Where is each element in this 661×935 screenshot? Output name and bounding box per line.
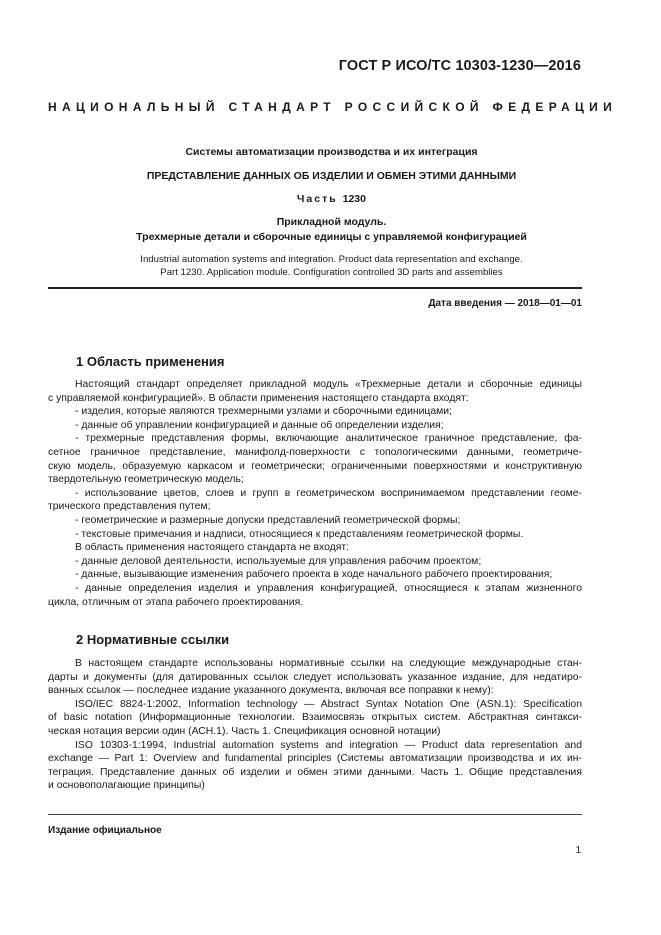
text-line: В настоящем стандарте использованы нормативные ссылки на следующие международные стан- [75,658,582,669]
text-line: твердотельную геометрическую модель; [48,474,244,486]
section-1-heading: 1 Область применения [76,354,225,369]
text-line: сетное граничное представление, манифолд-поверхности с топологическими данными, геометриче- [48,446,582,458]
main-title: ПРЕДСТАВЛЕНИЕ ДАННЫХ ОБ ИЗДЕЛИИ И ОБМЕН ЭТИМИ ДАННЫМИ [146,170,517,182]
text-line: трического представления путем; [48,501,211,513]
text-line: - геометрические и размерные допуски представлений геометрической формы; [75,514,461,526]
english-title-line-2: Part 1230. Application module. Configuration controlled 3D parts and assemblies [160,267,503,278]
part-line [48,193,615,205]
text-line: ISO/IEC 8824-1:2002, Information technology — Abstract Syntax Notation One (ASN.1): Specification [75,698,582,710]
text-line: - данные определения изделия и управления конфигурацией, относящиеся к этапам жизненного [75,582,582,594]
text-line: скую модель, образуемую каркасом и геометрически; ограниченными поверхностями и конструктивную [48,460,582,472]
title-divider [48,287,582,289]
english-title-line-1: Industrial automation systems and integration. Product data representation and exchange. [140,254,523,265]
part-label: Часть [297,193,338,205]
national-standard-heading: НАЦИОНАЛЬНЫЙ СТАНДАРТ РОССИЙСКОЙ ФЕДЕРАЦИИ [48,100,618,114]
text-line: - использование цветов, слоев и групп в геометрическом воспринимаемом представлении геоме- [75,487,582,499]
text-line: - данные об управлении конфигурацией и данные об определении изделия; [75,419,444,431]
text-line: теграция. Представление данных об изделии и обмен этими данными. Часть 1. Общие представления [48,766,582,778]
page-number: 1 [575,845,581,856]
section-2-heading: 2 Нормативные ссылки [76,632,230,647]
text-line: - изделия, которые являются трехмерными узлами и сборочными единицами; [75,406,452,418]
introduction-date: Дата введения — 2018—01—01 [428,298,582,309]
document-code: ГОСТ Р ИСО/ТС 10303-1230—2016 [338,58,581,74]
subtitle-line-1: Прикладной модуль. [276,216,387,228]
section-2-body [48,657,582,793]
text-line: В область применения настоящего стандарта не входят: [75,542,350,554]
series-title: Системы автоматизации производства и их интеграция [185,146,478,158]
text-line: exchange — Part 1: Overview and fundamental principles (Системы автоматизации производства и их ин- [48,753,582,765]
text-line: - данные, вызывающие изменения рабочего проекта в ходе начального рабочего проектирования; [75,569,553,581]
subtitle-line-2: Трехмерные детали и сборочные единицы с управляемой конфигурацией [136,231,527,243]
text-line: - текстовые примечания и надписи, относящиеся к представлениям геометрической формы. [75,528,524,540]
official-edition-label: Издание официальное [48,825,162,836]
text-line: Настоящий стандарт определяет прикладной модуль «Трехмерные детали и сборочные единицы [75,379,582,390]
text-line: ISO 10303-1:1994, Industrial automation systems and integration — Product data representation and [75,739,582,751]
footer-divider [48,814,582,815]
text-line: - трехмерные представления формы, включающие аналитическое граничное представление, фа- [75,433,582,445]
text-line: цикла, отличным от этапа рабочего проектирования. [48,596,304,608]
text-line: с управляемой конфигурацией». В области применения настоящего стандарта входят: [48,392,469,404]
part-number: 1230 [342,193,366,205]
text-line: - данные деловой деятельности, используемые для управления рабочим проектом; [75,555,482,567]
text-line: дарты и документы (для датированных ссылок следует использовать указанное издание, для недатиро- [48,671,582,683]
text-line: ческая нотация версии один (АСН.1). Часть 1. Спецификация основной нотации) [48,725,441,737]
text-line: of basic notation (Информационные технологии. Взаимосвязь открытых систем. Абстрактная синтакси- [48,712,582,724]
section-1-body [48,378,582,609]
text-line: ванных ссылок — последнее издание указанного документа, включая все поправки к нему): [48,685,494,697]
text-line: и основополагающие принципы) [48,780,205,792]
